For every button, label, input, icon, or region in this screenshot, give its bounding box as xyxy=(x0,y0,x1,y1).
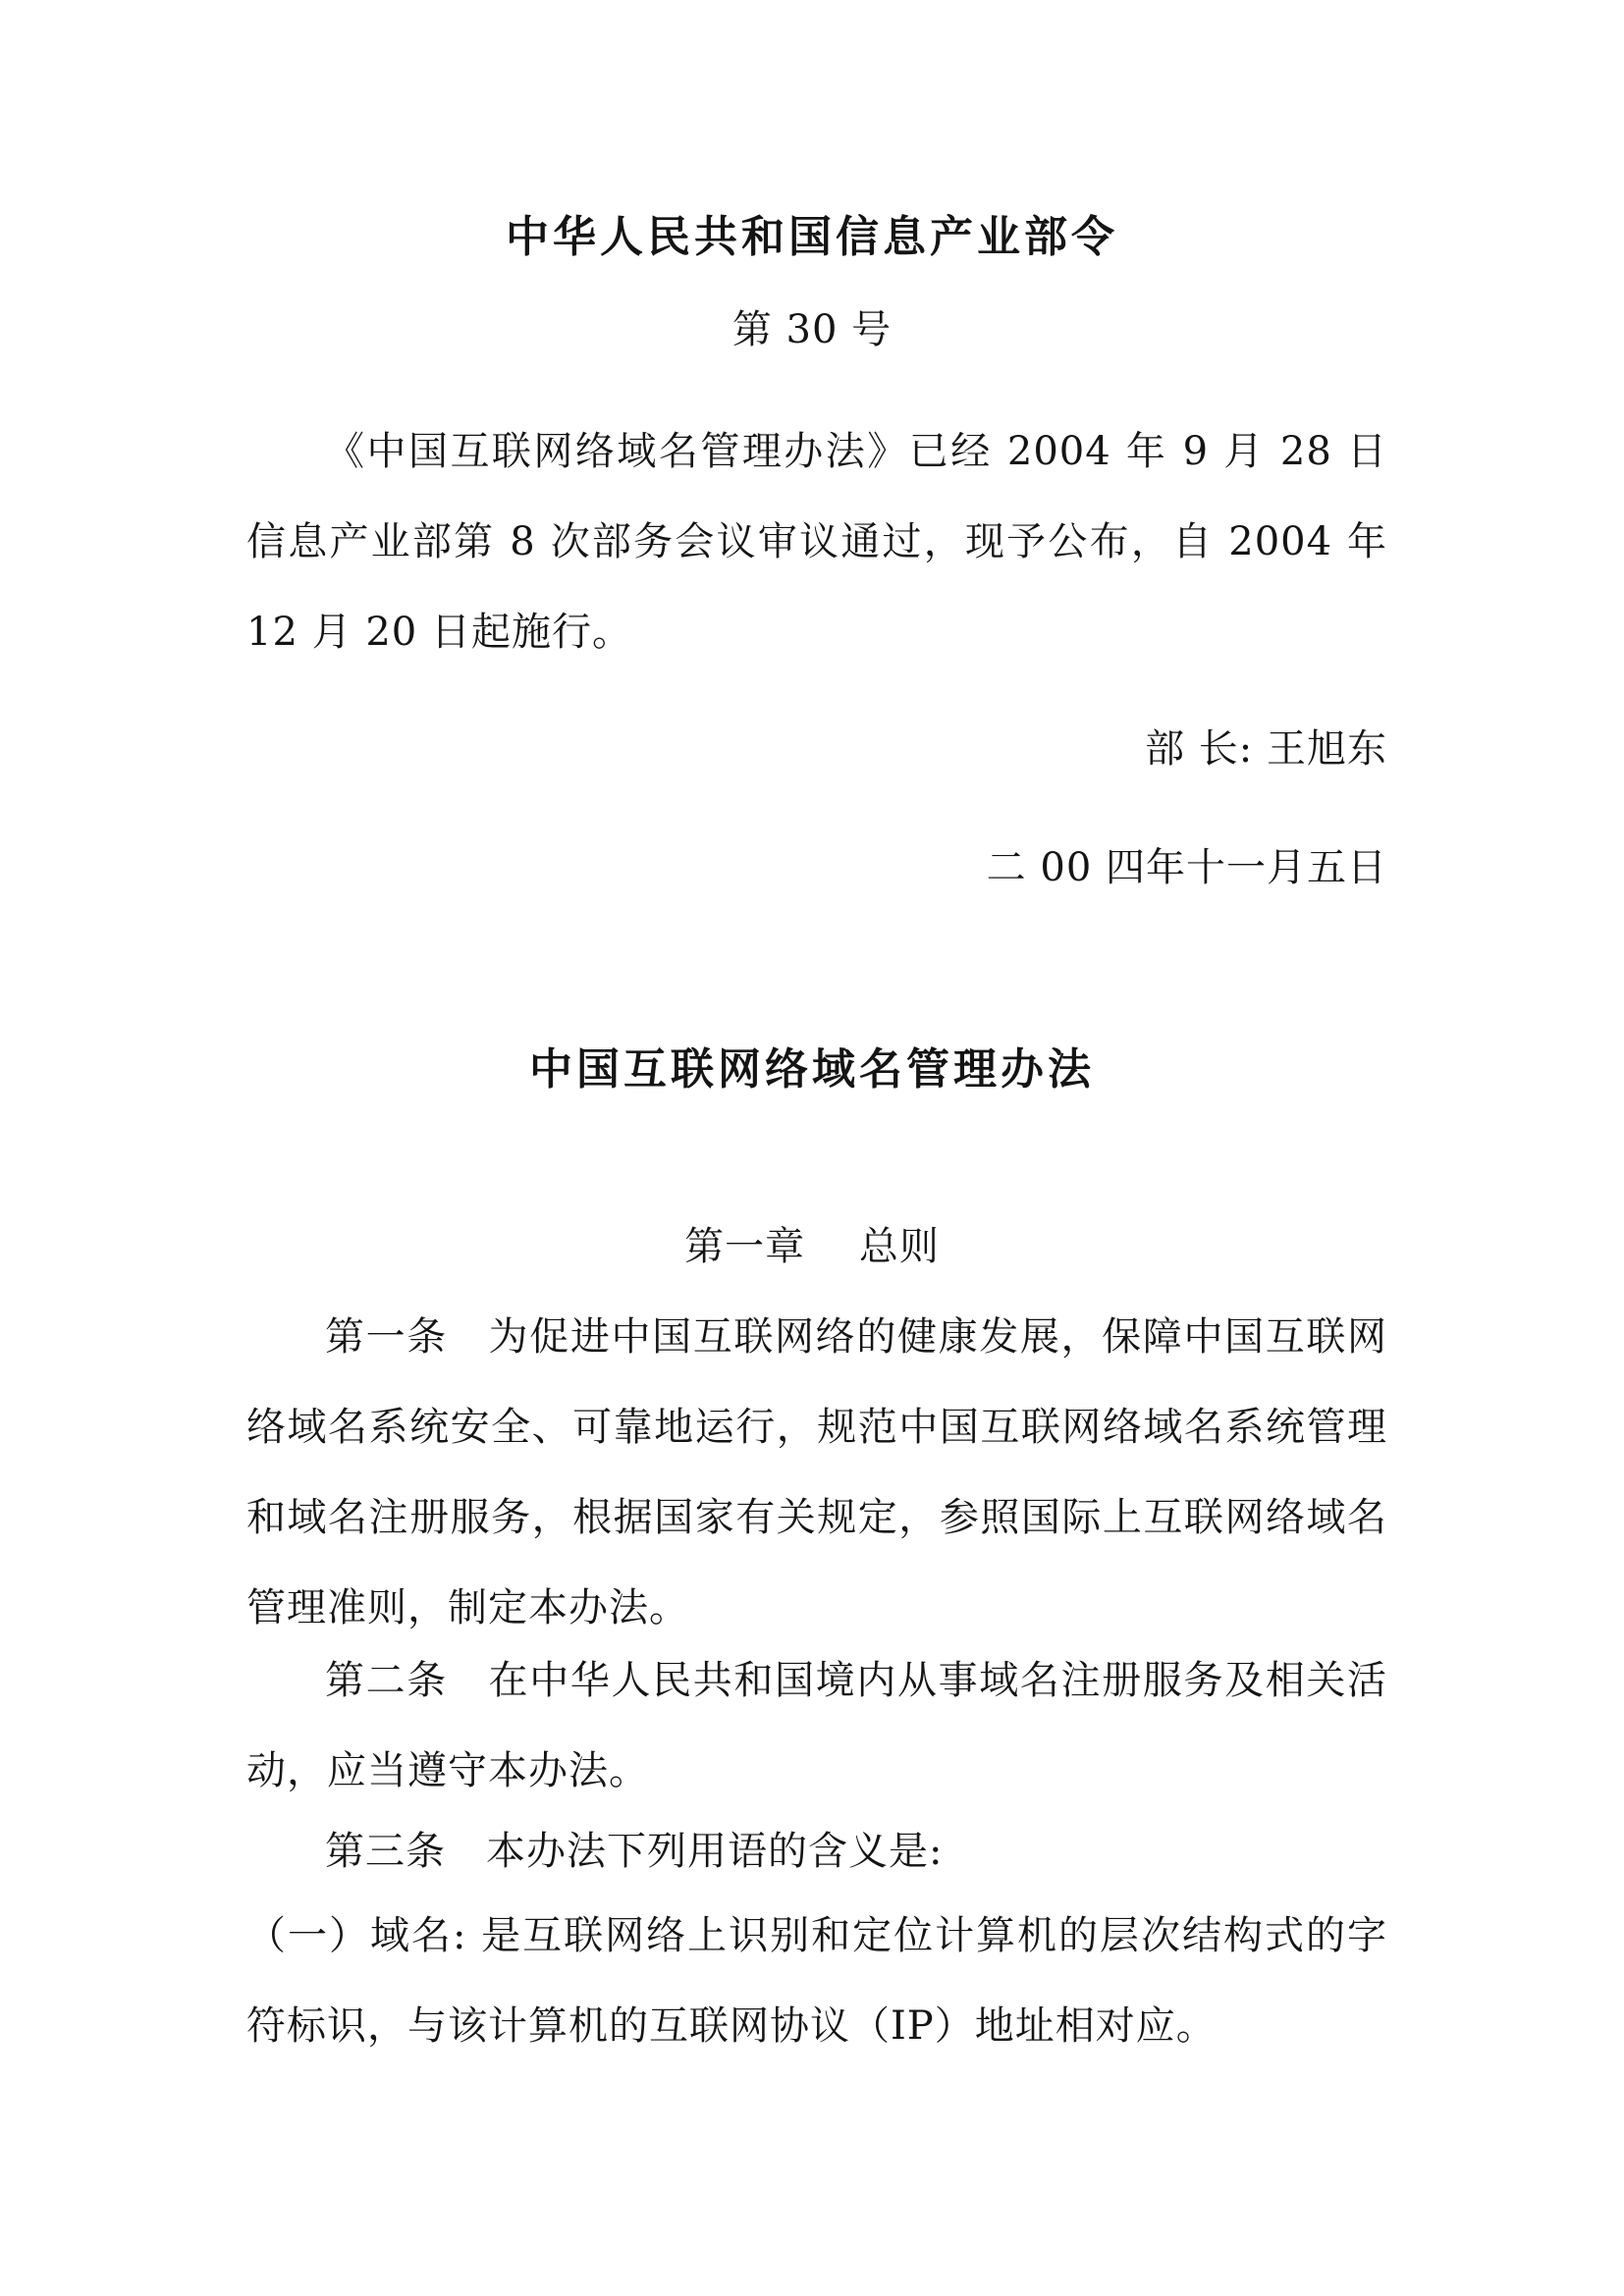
article-1: 第一条 为促进中国互联网络的健康发展，保障中国互联网络域名系统安全、可靠地运行，规范中国互联网络域名系统管理和域名注册服务，根据国家有关规定，参照国际上互联网络域名管理准则，制定本办法。 xyxy=(246,1314,1387,1630)
decree-number: 第 30 号 xyxy=(731,307,893,352)
decree-title: 中华人民共和国信息产业部令 xyxy=(506,212,1118,262)
article-3-item-1: （一）域名: 是互联网络上识别和定位计算机的层次结构式的字符标识，与该计算机的互联网协议（IP）地址相对应。 xyxy=(246,1913,1387,2049)
chapter-heading: 第一章 总则 xyxy=(684,1224,940,1269)
minister-signature: 部 长: 王旭东 xyxy=(1145,726,1387,772)
decree-date: 二 00 四年十一月五日 xyxy=(986,845,1387,890)
article-3: 第三条 本办法下列用语的含义是: xyxy=(325,1829,944,1874)
article-2: 第二条 在中华人民共和国境内从事域名注册服务及相关活动，应当遵守本办法。 xyxy=(246,1658,1387,1793)
regulation-title: 中国互联网络域名管理办法 xyxy=(529,1044,1095,1095)
decree-body: 《中国互联网络域名管理办法》已经 2004 年 9 月 28 日信息产业部第 8 次部务会议审议通过，现予公布，自 2004 年 12 月 20 日起施行。 xyxy=(246,429,1387,655)
